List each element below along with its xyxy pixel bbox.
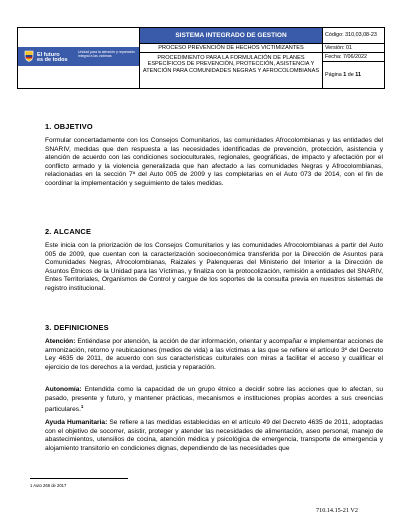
definition-ayuda-humanitaria: Ayuda Humanitaria: Se refiere a las medidas establecidas en el artículo 49 del Decreto 4635 de 2011, adoptadas con el objetivo de socorrer, asistir, proteger y atender las necesidades de alimentación, aseo personal, manejo de abastecimientos, utensilios de cocina, atención médica y psicológica de emergencia, transporte de emergencia y alojamiento transitorio en condiciones dignas, dependiendo de las necesidades que xyxy=(45,419,383,452)
form-code: 710.14.15-21 V2 xyxy=(316,507,358,514)
section-heading-definiciones: 3. DEFINICIONES xyxy=(45,323,109,332)
page-indicator: Página 1 de 11 xyxy=(323,61,384,88)
footnote: 1 Auto 266 de 2017 xyxy=(30,483,67,488)
section-heading-objetivo: 1. OBJETIVO xyxy=(45,122,93,131)
definition-term: Ayuda Humanitaria: xyxy=(45,419,108,426)
footnote-separator xyxy=(30,478,128,479)
system-title: SISTEMA INTEGRADO DE GESTION xyxy=(140,28,323,43)
process-name: PROCESO PREVENCIÓN DE HECHOS VICTIMIZANTES xyxy=(140,43,323,52)
definition-atencion: Atención: Entiéndase por atención, la acción de dar información, orientar y acompañar e implementar acciones de armonización, retorno y reubicaciones (medios de vida) a las víctimas a las que se refiere el artículo 3º del Decreto Ley 4635 de 2011, de acuerdo con sus características culturales con miras a facilitar el acceso y cualificar el ejercicio de los derechos a la verdad, justicia y reparación. xyxy=(45,338,383,371)
coat-of-arms-icon xyxy=(24,50,34,62)
definition-term: Atención: xyxy=(45,338,76,345)
document-date: Fecha: 7/06/2022 xyxy=(323,52,384,61)
document-header-table xyxy=(17,27,385,89)
section-text-alcance: Este inicia con la priorización de los Consejos Comunitarios y las comunidades Afrocolombianas a partir del Auto 005 de 2009, que cuentan con la caracterización socioeconómica transferida por la Dirección de Asuntos para Comunidades Negras, Afrocolombianas, Raizales y Palenqueras del Ministerio del Interior a la Dirección de Asuntos Étnicos de la Unidad para las Víctimas, y finaliza con la protocolización, remisión a entidades del SNARIV, Entes Territoriales, Organismos de Control y cargue de los soportes de la consulta previa en nuestros sistemas de registro institucional. xyxy=(45,242,383,292)
definition-term: Autonomía: xyxy=(45,386,82,393)
document-version: Versión: 01 xyxy=(323,43,384,52)
section-text-objetivo: Formular concertadamente con los Consejos Comunitarios, las comunidades Afrocolombianas y las entidades del SNARIV, medidas que den respuesta a las necesidades identificadas de prevención, protección, asistencia y atención de acuerdo con las condiciones socioculturales, regionales, geográficas, de impacto y afectación por el conflicto armado y la violencia generalizada que han afectado a las comunidades Negras y Afrocolombianas, relacionadas en la sección 7ª del Auto 005 de 2009 y las completarias en el Auto 073 de 2014, con el fin de coordinar la implementación y seguimiento de tales medidas. xyxy=(45,137,383,187)
section-heading-alcance: 2. ALCANCE xyxy=(45,227,92,236)
document-code: Código: 310,03,08-23 xyxy=(325,32,377,38)
logo-entity-name: Unidad para la atención y reparación integral a las víctimas xyxy=(78,50,136,58)
logo-slogan: El futuro es de todos xyxy=(37,52,68,63)
procedure-name: PROCEDIMIENTO PARA LA FORMULACIÓN DE PLANES ESPECÍFICOS DE PREVENCIÓN, PROTECCIÓN, ASISTENCIA Y ATENCIÓN PARA COMUNIDADES NEGRAS Y AFROCOLOMBIANAS xyxy=(140,52,323,88)
footnote-marker: 1 xyxy=(80,404,84,409)
logo-cell xyxy=(18,28,140,88)
definition-autonomia: Autonomía: Entendida como la capacidad de un grupo étnico a decidir sobre las acciones que lo afectan, su pasado, presente y futuro, y mantener prácticas, mecanismos e instituciones propias acordes a sus creencias particulares.$^1$ xyxy=(45,386,383,414)
